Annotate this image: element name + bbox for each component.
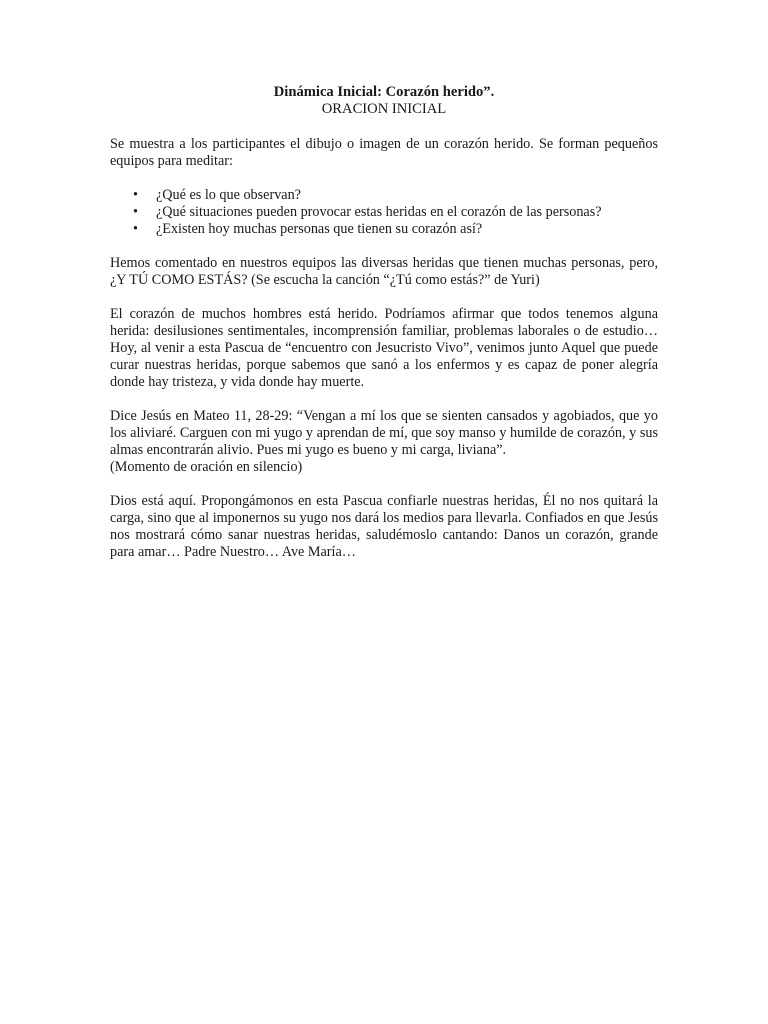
silent-prayer-note: (Momento de oración en silencio) (110, 459, 303, 475)
bullet-icon: • (133, 187, 138, 203)
gospel-quote-text: Dice Jesús en Mateo 11, 28-29: “Vengan a mí los que se sienten cansados y agobiados, que yo los aliviaré. Carguen con mi yugo y aprendan de mí, que soy manso y humilde de corazón, y sus almas encontrarán alivio. Pues mi yugo es bueno y mi carga, liviana”. (110, 408, 658, 458)
list-item (133, 187, 658, 204)
paragraph-wounded-heart: El corazón de muchos hombres está herido. Podríamos afirmar que todos tenemos alguna herida: desilusiones sentimentales, incomprensión familiar, problemas laborales o de estudio… Hoy, al venir a esta Pascua de “encuentro con Jesucristo Vivo”, venimos junto Aquel que puede curar nuestras heridas, porque sabemos que sanó a los enfermos y es capaz de poner alegría donde hay tristeza, y vida donde hay muerte. (110, 306, 658, 390)
bullet-icon: • (133, 204, 138, 220)
paragraph-how-are-you: Hemos comentado en nuestros equipos las diversas heridas que tienen muchas personas, pero, ¿Y TÚ COMO ESTÁS? (Se escucha la canción “¿Tú como estás?” de Yuri) (110, 255, 658, 288)
question-text: ¿Existen hoy muchas personas que tienen su corazón así? (156, 221, 483, 237)
paragraph-closing: Dios está aquí. Propongámonos en esta Pascua confiarle nuestras heridas, Él no nos quitará la carga, sino que al imponernos su yugo nos dará los medios para llevarla. Confiados en que Jesús nos mostrará cómo sanar nuestras heridas, saludémoslo cantando: Danos un corazón, grande para amar… Padre Nuestro… Ave María… (110, 493, 658, 560)
bullet-icon: • (133, 221, 138, 237)
document-subtitle: ORACION INICIAL (321, 101, 447, 117)
list-item (133, 204, 658, 221)
document-title: Dinámica Inicial: Corazón herido”. (273, 84, 495, 100)
list-item (133, 221, 658, 238)
intro-paragraph: Se muestra a los participantes el dibujo o imagen de un corazón herido. Se forman pequeños equipos para meditar: (110, 136, 658, 169)
paragraph-gospel-quote (110, 408, 658, 476)
questions-list (110, 187, 658, 238)
document-page (110, 84, 658, 578)
question-text: ¿Qué es lo que observan? (156, 187, 301, 203)
question-text: ¿Qué situaciones pueden provocar estas heridas en el corazón de las personas? (156, 204, 602, 220)
